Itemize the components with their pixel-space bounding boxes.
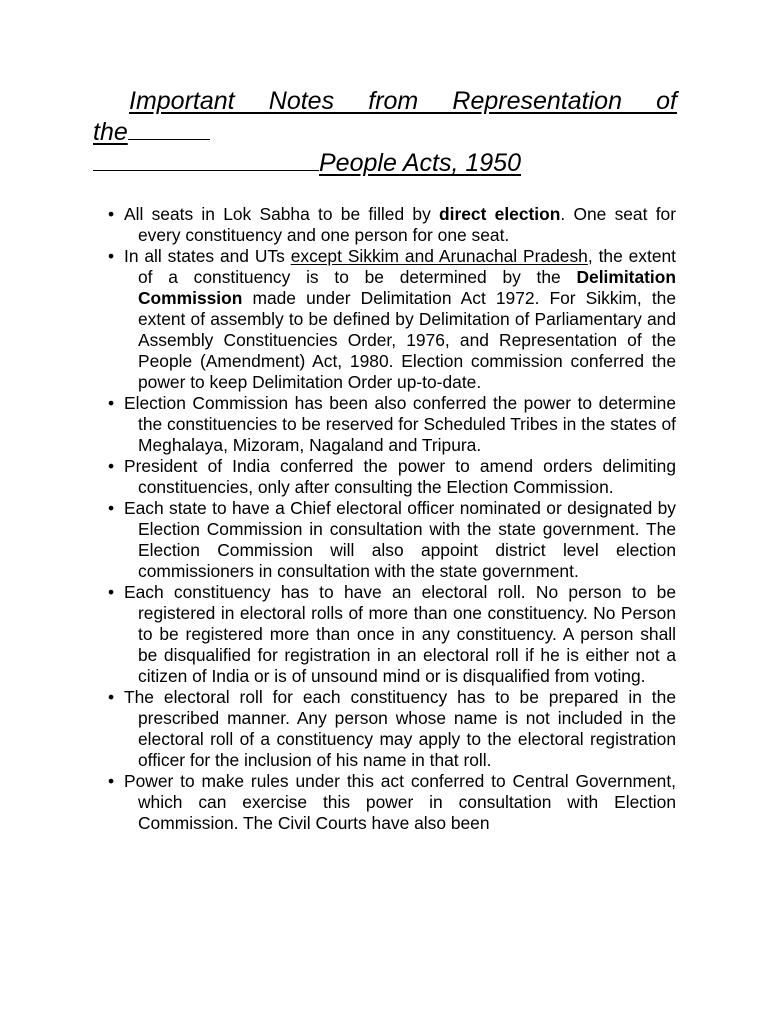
bullet-icon: •	[108, 687, 115, 707]
list-item: • Each constituency has to have an electoral roll. No person to be registered in electoral rolls of more than one constituency. No Person to be registered more than once in any constituency. A person shall be disqualified for registration in an electoral roll if he is either not a citizen of India or is of unsound mind or is disqualified from voting.	[108, 582, 676, 686]
bullet-icon: •	[108, 498, 115, 518]
bullet-icon: •	[108, 393, 115, 413]
emphasis-delimitation-commission: Delimitation Commission	[138, 267, 676, 308]
underlined-exception: except Sikkim and Arunachal Pradesh	[290, 246, 588, 266]
title-line-1	[93, 86, 677, 117]
bullet-icon: •	[108, 582, 115, 602]
title-line-2	[93, 117, 677, 148]
notes-list	[92, 204, 676, 834]
page-title	[93, 86, 677, 179]
title-text-1: Important Notes from Representation of	[129, 87, 677, 115]
title-text-3: People Acts, 1950	[319, 149, 521, 177]
list-item: • All seats in Lok Sabha to be filled by direct election. One seat for every constituency and one person for one seat.	[108, 204, 676, 245]
list-item: • The electoral roll for each constituency has to be prepared in the prescribed manner. Any person whose name is not included in the electoral roll of a constituency may apply to the electoral registration officer for the inclusion of his name in that roll.	[108, 687, 676, 770]
bullet-icon: •	[108, 456, 115, 476]
emphasis-direct-election: direct election	[439, 204, 561, 224]
list-item: • In all states and UTs except Sikkim and Arunachal Pradesh, the extent of a constituency is to be determined by the Delimitation Commission made under Delimitation Act 1972. For Sikkim, the extent of assembly to be defined by Delimitation of Parliamentary and Assembly Constituencies Order, 1976, and Representation of the People (Amendment) Act, 1980. Election commission conferred the power to keep Delimitation Order up-to-date.	[108, 246, 676, 392]
bullet-icon: •	[108, 771, 115, 791]
list-item: • Election Commission has been also conferred the power to determine the constituencies to be reserved for Scheduled Tribes in the states of Meghalaya, Mizoram, Nagaland and Tripura.	[108, 393, 676, 455]
list-item: • President of India conferred the power to amend orders delimiting constituencies, only after consulting the Election Commission.	[108, 456, 676, 497]
title-text-2: the	[93, 118, 128, 146]
bullet-icon: •	[108, 204, 115, 224]
bullet-icon: •	[108, 246, 115, 266]
list-item: • Each state to have a Chief electoral officer nominated or designated by Election Commission in consultation with the state government. The Election Commission will also appoint district level election commissioners in consultation with the state government.	[108, 498, 676, 581]
title-line-3	[93, 148, 677, 179]
list-item: • Power to make rules under this act conferred to Central Government, which can exercise this power in consultation with Election Commission. The Civil Courts have also been	[108, 771, 676, 833]
